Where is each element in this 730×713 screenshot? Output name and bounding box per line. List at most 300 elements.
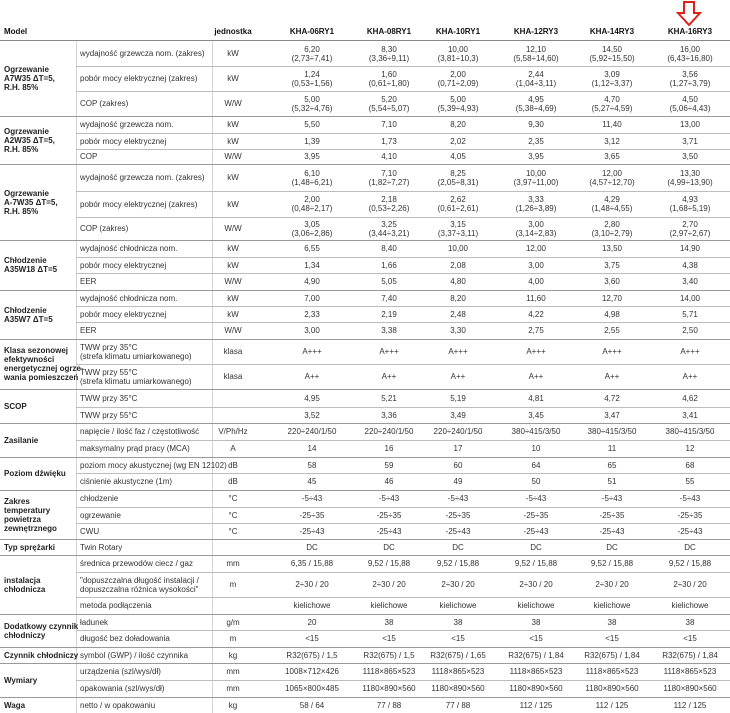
value-cell: -5÷43 (447, 494, 469, 503)
value-cell: 3,36 (381, 411, 397, 420)
value-cell: 10,00 (3,81÷10,3) (437, 45, 479, 63)
value-cell: 112 / 125 (519, 701, 553, 710)
row-divider (0, 490, 730, 491)
value-cell: 7,40 (381, 294, 397, 303)
value-cell: 112 / 125 (595, 701, 629, 710)
value-cell: 1,66 (381, 261, 397, 270)
unit-value: kW (227, 244, 239, 253)
value-cell: A+++ (379, 347, 399, 356)
value-cell: 3,56 (1,27÷3,79) (669, 70, 711, 88)
value-cell: -25÷43 (445, 527, 471, 536)
value-cell: R32(675) / 1,65 (430, 651, 486, 660)
value-cell: 3,45 (528, 411, 544, 420)
value-cell: 2,00 (0,48÷2,17) (291, 195, 333, 213)
header-model-3: KHA-12RY3 (513, 27, 559, 36)
value-cell: A+++ (302, 347, 322, 356)
value-cell: 3,75 (604, 261, 620, 270)
value-cell: 2÷30 / 20 (673, 580, 707, 589)
category-label: Zakres temperatury powietrza zewnętrznego (4, 497, 57, 533)
value-cell: 65 (607, 461, 617, 470)
unit-value: W/W (224, 152, 242, 161)
param-label: maksymalny prąd pracy (MCA) (80, 444, 190, 453)
value-cell: A++ (450, 372, 466, 381)
value-cell: 14,00 (679, 294, 701, 303)
value-cell: 9,52 / 15,88 (514, 559, 558, 568)
value-cell: -25÷35 (677, 511, 703, 520)
value-cell: 45 (307, 477, 317, 486)
value-cell: 4,62 (682, 394, 698, 403)
param-label: wydajność grzewcza nom. (zakres) (80, 49, 205, 58)
value-cell: 4,98 (604, 310, 620, 319)
value-cell: <15 (529, 634, 543, 643)
unit-value: W/W (224, 277, 242, 286)
value-cell: <15 (451, 634, 465, 643)
row-divider (76, 322, 730, 323)
row-divider (0, 339, 730, 340)
value-cell: 14 (307, 444, 317, 453)
row-divider (0, 697, 730, 698)
category-label: Ogrzewanie A7W35 ΔT=5, R.H. 85% (4, 65, 55, 92)
row-divider (76, 257, 730, 258)
value-cell: 8,20 (450, 294, 466, 303)
value-cell: kielichowe (671, 601, 709, 610)
value-cell: 12 (685, 444, 695, 453)
value-cell: 2,35 (528, 137, 544, 146)
value-cell: 12,70 (601, 294, 623, 303)
value-cell: -5÷43 (301, 494, 323, 503)
category-label: SCOP (4, 402, 27, 411)
value-cell: 13,00 (679, 120, 701, 129)
value-cell: 58 (307, 461, 317, 470)
value-cell: 2,33 (304, 310, 320, 319)
value-cell: 20 (307, 618, 317, 627)
category-label: Waga (4, 701, 26, 710)
value-cell: 220÷240/1/50 (364, 427, 414, 436)
value-cell: 4,95 (5,38÷4,69) (515, 95, 557, 113)
value-cell: 380÷415/3/50 (511, 427, 561, 436)
unit-value: W/W (224, 326, 242, 335)
value-cell: -5÷43 (601, 494, 623, 503)
value-cell: 3,47 (604, 411, 620, 420)
param-label: symbol (GWP) / ilość czynnika (80, 651, 189, 660)
value-cell: -25÷35 (523, 511, 549, 520)
unit-value: kg (228, 651, 238, 660)
value-cell: 58 / 64 (299, 701, 325, 710)
unit-value: kW (227, 137, 239, 146)
value-cell: 3,41 (682, 411, 698, 420)
param-label: COP (zakres) (80, 224, 129, 233)
param-label: opakowania (szl/wys/dł) (80, 684, 165, 693)
unit-value: V/Ph/Hz (218, 427, 248, 436)
value-cell: 3,71 (682, 137, 698, 146)
value-cell: 1180×890×560 (585, 684, 639, 693)
param-label: wydajność grzewcza nom. (80, 120, 174, 129)
value-cell: 220÷240/1/50 (433, 427, 483, 436)
category-label: Klasa sezonowej efektywności energetycznej ogrze- wania pomieszczeń (4, 346, 84, 382)
category-label: Ogrzewanie A-7W35 ΔT=5, R.H. 85% (4, 189, 58, 216)
value-cell: 64 (531, 461, 541, 470)
header-model-2: KHA-10RY1 (435, 27, 481, 36)
value-cell: 1,39 (304, 137, 320, 146)
param-label: urządzenia (szl/wys/dł) (80, 667, 161, 676)
value-cell: 4,95 (304, 394, 320, 403)
value-cell: 3,00 (3,14÷2,83) (515, 220, 557, 238)
value-cell: 4,70 (5,27÷4,59) (591, 95, 633, 113)
param-label: EER (80, 326, 97, 335)
value-cell: 5,21 (381, 394, 397, 403)
row-divider (0, 539, 730, 540)
row-divider (76, 66, 730, 67)
value-cell: 1065×800×485 (285, 684, 339, 693)
row-divider (0, 663, 730, 664)
category-label: Chłodzenie A35W7 ΔT=5 (4, 306, 53, 324)
value-cell: 10,00 (447, 244, 469, 253)
row-divider (76, 507, 730, 508)
row-divider (76, 597, 730, 598)
param-label: średnica przewodów ciecz / gaz (80, 559, 193, 568)
category-label: Wymiary (4, 676, 38, 685)
value-cell: 3,60 (604, 277, 620, 286)
value-cell: 3,95 (304, 152, 320, 161)
value-cell: 8,30 (3,36÷9,11) (368, 45, 410, 63)
value-cell: 4,81 (528, 394, 544, 403)
param-label: długość bez doładowania (80, 634, 170, 643)
row-divider (0, 457, 730, 458)
value-cell: 2,00 (0,71÷2,09) (437, 70, 479, 88)
param-label: TWW przy 35°C (strefa klimatu umiarkowanego) (80, 343, 192, 361)
unit-value: °C (228, 527, 238, 536)
value-cell: 3,00 (304, 326, 320, 335)
value-cell: 2,62 (0,61÷2,61) (437, 195, 479, 213)
row-divider (76, 407, 730, 408)
header-model-4: KHA-14RY3 (589, 27, 635, 36)
unit-value: mm (226, 684, 240, 693)
param-label: TWW przy 55°C (strefa klimatu umiarkowanego) (80, 368, 192, 386)
row-divider (76, 523, 730, 524)
param-label: wydajność grzewcza nom. (zakres) (80, 173, 205, 182)
param-label: chłodzenie (80, 494, 119, 503)
value-cell: DC (383, 543, 395, 552)
header-model-0: KHA-06RY1 (289, 27, 335, 36)
value-cell: 3,65 (604, 152, 620, 161)
value-cell: 4,10 (381, 152, 397, 161)
value-cell: kielichowe (593, 601, 631, 610)
category-label: Zasilanie (4, 436, 39, 445)
value-cell: 9,52 / 15,88 (590, 559, 634, 568)
unit-value: kW (227, 120, 239, 129)
value-cell: 2,02 (450, 137, 466, 146)
param-label: Twin Rotary (80, 543, 123, 552)
value-cell: 2,55 (604, 326, 620, 335)
param-label: pobór mocy elektrycznej (80, 261, 167, 270)
value-cell: 10 (531, 444, 541, 453)
unit-value: A (230, 444, 236, 453)
param-label: ładunek (80, 618, 109, 627)
header-divider (0, 40, 730, 41)
unit-value: kW (227, 294, 239, 303)
value-cell: 2,08 (450, 261, 466, 270)
value-cell: 9,52 / 15,88 (668, 559, 712, 568)
value-cell: 11,60 (526, 294, 546, 303)
value-cell: 2÷30 / 20 (595, 580, 629, 589)
value-cell: 14,90 (679, 244, 701, 253)
value-cell: 3,15 (3,37÷3,11) (437, 220, 479, 238)
row-divider (0, 614, 730, 615)
category-label: Dodatkowy czynnik chłodniczy (4, 622, 79, 640)
param-label: CWU (80, 527, 100, 536)
value-cell: 1118×865×523 (362, 667, 416, 676)
unit-value: m (229, 580, 237, 589)
unit-value: kW (227, 173, 239, 182)
value-cell: 2,44 (1,04÷3,11) (515, 70, 557, 88)
param-label: TWW przy 55°C (80, 411, 138, 420)
value-cell: 2,19 (381, 310, 397, 319)
value-cell: DC (684, 543, 696, 552)
value-cell: 10,00 (3,97÷11,00) (513, 169, 559, 187)
value-cell: 68 (685, 461, 695, 470)
category-label: Ogrzewanie A2W35 ΔT=5, R.H. 85% (4, 127, 55, 154)
unit-value: kW (227, 200, 239, 209)
value-cell: 17 (453, 444, 463, 453)
value-cell: 2÷30 / 20 (441, 580, 475, 589)
value-cell: A+++ (602, 347, 622, 356)
value-cell: <15 (382, 634, 396, 643)
value-cell: 2,50 (682, 326, 698, 335)
value-cell: -25÷43 (599, 527, 625, 536)
unit-value: mm (226, 559, 240, 568)
value-cell: 12,00 (525, 244, 547, 253)
value-cell: R32(675) / 1,5 (363, 651, 415, 660)
value-cell: A++ (682, 372, 698, 381)
value-cell: 2÷30 / 20 (519, 580, 553, 589)
value-cell: -25÷43 (376, 527, 402, 536)
value-cell: 38 (384, 618, 394, 627)
unit-value: kW (227, 49, 239, 58)
value-cell: kielichowe (517, 601, 555, 610)
value-cell: 11 (607, 444, 617, 453)
value-cell: 3,95 (528, 152, 544, 161)
value-cell: 4,38 (682, 261, 698, 270)
value-cell: 3,40 (682, 277, 698, 286)
value-cell: 4,93 (1,68÷5,19) (669, 195, 711, 213)
header-model-1: KHA-08RY1 (366, 27, 412, 36)
value-cell: DC (530, 543, 542, 552)
row-divider (76, 440, 730, 441)
unit-value: W/W (224, 99, 242, 108)
value-cell: DC (452, 543, 464, 552)
value-cell: 3,50 (682, 152, 698, 161)
value-cell: 3,09 (1,12÷3,37) (591, 70, 633, 88)
value-cell: 38 (685, 618, 695, 627)
red-arrow-down-icon (676, 1, 702, 27)
value-cell: 4,29 (1,48÷4,55) (591, 195, 633, 213)
value-cell: 1,24 (0,53÷1,56) (291, 70, 333, 88)
value-cell: 4,05 (450, 152, 466, 161)
value-cell: 112 / 125 (673, 701, 707, 710)
value-cell: 49 (453, 477, 463, 486)
value-cell: 1118×865×523 (509, 667, 563, 676)
value-cell: -25÷43 (299, 527, 325, 536)
value-cell: 5,00 (5,39÷4,93) (437, 95, 479, 113)
value-cell: 12,00 (4,57÷12,70) (589, 169, 635, 187)
value-cell: A+++ (448, 347, 468, 356)
value-cell: 50 (531, 477, 541, 486)
row-divider (0, 555, 730, 556)
row-divider (76, 91, 730, 92)
value-cell: 9,30 (528, 120, 544, 129)
category-label: Typ sprężarki (4, 543, 55, 552)
category-label: instalacja chłodnicza (4, 576, 46, 594)
value-cell: <15 (683, 634, 697, 643)
row-divider (76, 306, 730, 307)
value-cell: -25÷35 (445, 511, 471, 520)
row-divider (0, 647, 730, 648)
value-cell: 1118×865×523 (431, 667, 485, 676)
value-cell: R32(675) / 1,84 (584, 651, 640, 660)
value-cell: -25÷43 (677, 527, 703, 536)
value-cell: 46 (384, 477, 394, 486)
value-cell: A++ (304, 372, 320, 381)
row-divider (0, 240, 730, 241)
value-cell: DC (606, 543, 618, 552)
value-cell: 13,30 (4,99÷13,90) (667, 169, 713, 187)
param-label: pobór mocy elektrycznej (80, 310, 167, 319)
row-divider (0, 164, 730, 165)
unit-value: mm (226, 667, 240, 676)
value-cell: 3,38 (381, 326, 397, 335)
param-label: metoda podłączenia (80, 601, 152, 610)
value-cell: DC (306, 543, 318, 552)
param-label: pobór mocy elektrycznej (80, 137, 167, 146)
value-cell: 3,00 (528, 261, 544, 270)
value-cell: 3,30 (450, 326, 466, 335)
unit-value: °C (228, 511, 238, 520)
value-cell: 14,50 (5,92÷15,50) (589, 45, 635, 63)
unit-value: kW (227, 310, 239, 319)
value-cell: 2,80 (3,10÷2,79) (591, 220, 633, 238)
param-label: "dopuszczalna długość instalacji / dopuszczalna różnica wysokości" (80, 576, 199, 594)
header-model: Model (4, 27, 28, 36)
value-cell: 4,80 (450, 277, 466, 286)
value-cell: 5,00 (5,32÷4,76) (291, 95, 333, 113)
value-cell: -25÷43 (523, 527, 549, 536)
value-cell: 380÷415/3/50 (587, 427, 637, 436)
row-divider (76, 149, 730, 150)
value-cell: 8,40 (381, 244, 397, 253)
value-cell: 9,52 / 15,88 (436, 559, 480, 568)
value-cell: 38 (607, 618, 617, 627)
header-unit: jednostka (214, 27, 252, 36)
value-cell: 1,34 (304, 261, 320, 270)
value-cell: 1,60 (0,61÷1,80) (368, 70, 410, 88)
value-cell: <15 (605, 634, 619, 643)
value-cell: 1180×890×560 (431, 684, 485, 693)
header-model-5: KHA-16RY3 (667, 27, 713, 36)
category-label: Poziom dźwięku (4, 469, 66, 478)
value-cell: 6,55 (304, 244, 320, 253)
value-cell: kielichowe (439, 601, 477, 610)
param-label: ogrzewanie (80, 511, 121, 520)
value-cell: 13,50 (601, 244, 623, 253)
value-cell: -5÷43 (679, 494, 701, 503)
unit-value: kW (227, 261, 239, 270)
category-label: Czynnik chłodniczy (4, 651, 79, 660)
unit-value: kW (227, 74, 239, 83)
param-label: napięcie / ilość faz / częstotliwość (80, 427, 200, 436)
value-cell: R32(675) / 1,84 (508, 651, 564, 660)
row-divider (76, 273, 730, 274)
value-cell: <15 (305, 634, 319, 643)
value-cell: 1118×865×523 (663, 667, 717, 676)
value-cell: 7,10 (1,82÷7,27) (368, 169, 410, 187)
row-divider (0, 423, 730, 424)
value-cell: 7,10 (381, 120, 397, 129)
value-cell: 6,35 / 15,88 (290, 559, 334, 568)
param-label: COP (zakres) (80, 99, 129, 108)
value-cell: 4,72 (604, 394, 620, 403)
param-label: pobór mocy elektrycznej (zakres) (80, 74, 198, 83)
value-cell: 77 / 88 (376, 701, 402, 710)
value-cell: 2÷30 / 20 (295, 580, 329, 589)
param-label: poziom mocy akustycznej (wg EN 12102) (80, 461, 227, 470)
value-cell: 1008×712×426 (285, 667, 339, 676)
value-cell: 4,90 (304, 277, 320, 286)
value-cell: 4,22 (528, 310, 544, 319)
value-cell: 16,00 (6,43÷16,80) (667, 45, 713, 63)
value-cell: 4,00 (528, 277, 544, 286)
param-label: EER (80, 277, 97, 286)
value-cell: 220÷240/1/50 (287, 427, 337, 436)
value-cell: 6,20 (2,73÷7,41) (291, 45, 333, 63)
value-cell: 1180×890×560 (362, 684, 416, 693)
value-cell: 9,52 / 15,88 (367, 559, 411, 568)
value-cell: kielichowe (293, 601, 331, 610)
unit-value: klasa (223, 372, 243, 381)
row-divider (76, 680, 730, 681)
row-divider (76, 572, 730, 573)
row-divider (76, 217, 730, 218)
value-cell: 1180×890×560 (663, 684, 717, 693)
value-cell: 6,10 (1,48÷6,21) (291, 169, 333, 187)
param-label: COP (80, 152, 98, 161)
param-label: wydajność chłodnicza nom. (80, 244, 178, 253)
value-cell: -25÷35 (299, 511, 325, 520)
value-cell: R32(675) / 1,84 (662, 651, 718, 660)
value-cell: R32(675) / 1,5 (286, 651, 338, 660)
value-cell: -5÷43 (378, 494, 400, 503)
value-cell: -25÷35 (376, 511, 402, 520)
row-divider (76, 133, 730, 134)
param-label: pobór mocy elektrycznej (zakres) (80, 200, 198, 209)
value-cell: -5÷43 (525, 494, 547, 503)
param-label: ciśnienie akustyczne (1m) (80, 477, 173, 486)
param-label: wydajność chłodnicza nom. (80, 294, 178, 303)
value-cell: A+++ (680, 347, 700, 356)
value-cell: 51 (607, 477, 617, 486)
value-cell: 3,25 (3,44÷3,21) (368, 220, 410, 238)
value-cell: 59 (384, 461, 394, 470)
value-cell: 60 (453, 461, 463, 470)
unit-value: W/W (224, 224, 242, 233)
unit-value: klasa (223, 347, 243, 356)
value-cell: -25÷35 (599, 511, 625, 520)
value-cell: 16 (384, 444, 394, 453)
value-cell: 77 / 88 (445, 701, 471, 710)
value-cell: 2,75 (528, 326, 544, 335)
value-cell: 5,20 (5,54÷5,07) (368, 95, 410, 113)
value-cell: 3,52 (304, 411, 320, 420)
value-cell: 38 (531, 618, 541, 627)
